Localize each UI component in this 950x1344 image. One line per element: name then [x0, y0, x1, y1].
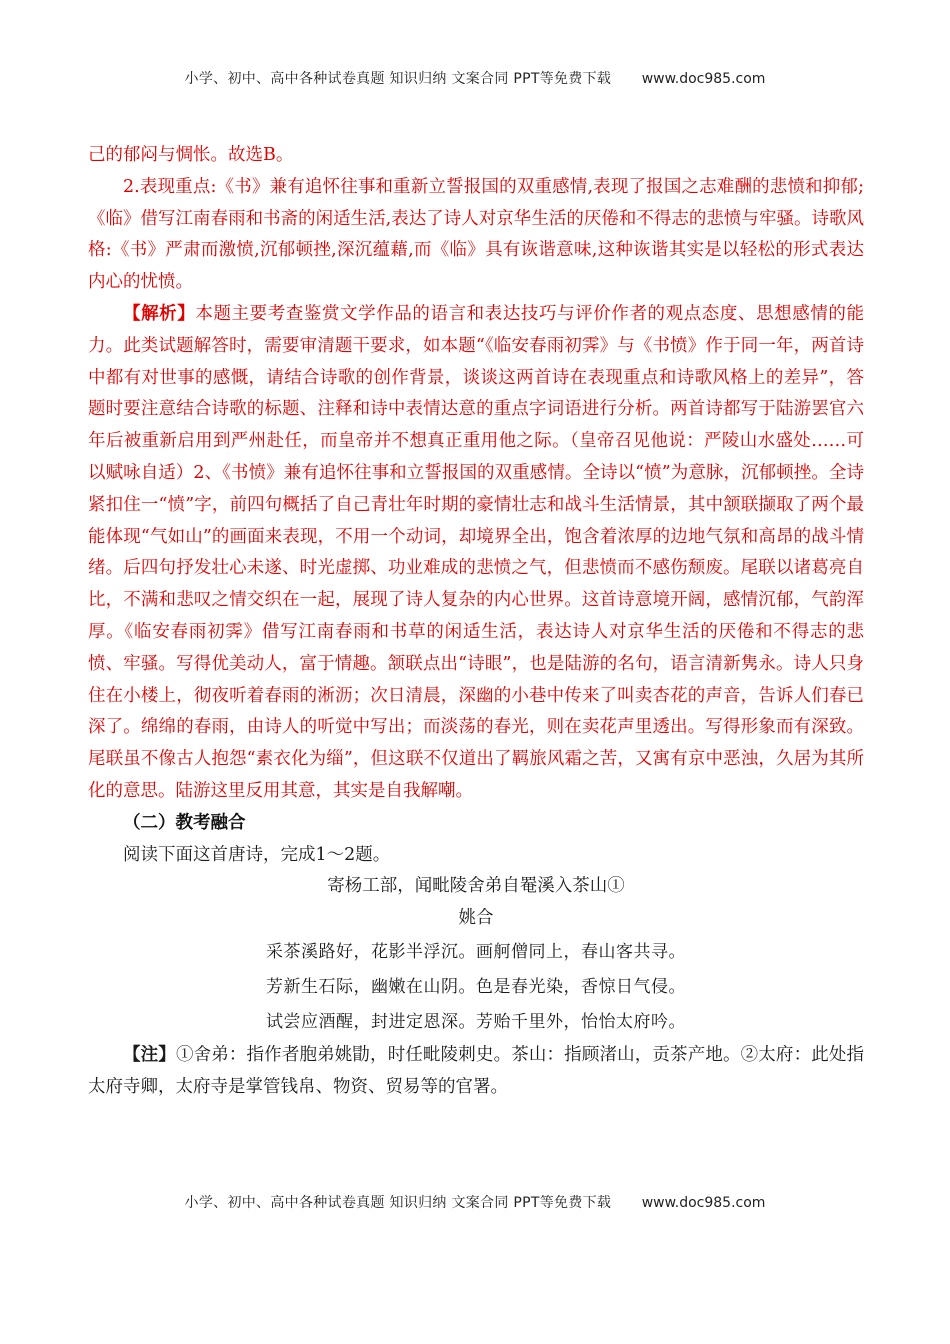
note-body: ①舍弟：指作者胞弟姚勖，时任毗陵刺史。茶山：指顾渚山，贡茶产地。②太府：此处指太府寺卿，太府寺是掌管钱帛、物资、贸易等的官署。 [88, 1044, 865, 1097]
footer-text: 小学、初中、高中各种试卷真题 知识归纳 文案合同 PPT等免费下载 [184, 1195, 612, 1211]
section-title: （二）教考融合 [123, 812, 246, 833]
note-tag: 【注】 [123, 1044, 176, 1065]
page-header [0, 68, 950, 88]
answer-line-1: 己的郁闷与惆怅。故选B。 [88, 145, 294, 165]
section-instruction: 阅读下面这首唐诗，完成1～2题。 [123, 844, 391, 865]
poem-line-3: 试尝应酒醒，封进定恩深。芳贻千里外，怡怡太府吟。 [266, 1011, 686, 1032]
analysis-paragraph [88, 299, 864, 808]
page-footer [0, 1192, 950, 1212]
footer-url[interactable]: www.doc985.com [641, 1195, 766, 1211]
header-url[interactable]: www.doc985.com [641, 71, 766, 87]
poem-line-1: 采茶溪路好，花影半浮沉。画舸僧同上，春山客共寻。 [266, 941, 686, 962]
header-text: 小学、初中、高中各种试卷真题 知识归纳 文案合同 PPT等免费下载 [184, 71, 612, 87]
answer-point-2: 2.表现重点:《书》兼有追怀往事和重新立誓报国的双重感情,表现了报国之志难酬的悲愤和抑郁;《临》借写江南春雨和书斋的闲适生活,表达了诗人对京华生活的厌倦和不得志的悲愤与牢骚。诗歌风格:《书》严肃而激愤,沉郁顿挫,深沉蕴藉,而《临》具有诙谐意味,这种诙谐其实是以轻松的形式表达内心的忧愤。 [88, 176, 864, 293]
analysis-body: 本题主要考查鉴赏文学作品的语言和表达技巧与评价作者的观点态度、思想感情的能力。此类试题解答时，需要审清题干要求，如本题“《临安春雨初霁》与《书愤》作于同一年，两首诗中都有对世事的感慨，请结合诗歌的创作背景，谈谈这两首诗在表现重点和诗歌风格上的差异”，答题时要注意结合诗歌的标题、注释和诗中表情达意的重点字词语进行分析。两首诗都写于陆游罢官六年后被重新启用到严州赴任，而皇帝并不想真正重用他之际。（皇帝召见他说：严陵山水盛处……可以赋咏自适）2、《书愤》兼有追怀往事和立誓报国的双重感情。全诗以“愤”为意脉，沉郁顿挫。全诗紧扣住一“愤”字，前四句概括了自己青壮年时期的豪情壮志和战斗生活情景，其中颔联撷取了两个最能体现“气如山”的画面来表现，不用一个动词，却境界全出，饱含着浓厚的边地气氛和高昂的战斗情绪。后四句抒发壮心未遂、时光虚掷、功业难成的悲愤之气，但悲愤而不感伤颓废。尾联以诸葛亮自比，不满和悲叹之情交织在一起，展现了诗人复杂的内心世界。这首诗意境开阔，感情沉郁，气韵浑厚。《临安春雨初霁》借写江南春雨和书草的闲适生活，表达诗人对京华生活的厌倦和不得志的悲愤、牢骚。写得优美动人，富于情趣。颔联点出“诗眼”，也是陆游的名句，语言清新隽永。诗人只身住在小楼上，彻夜听着春雨的淅沥；次日清晨，深幽的小巷中传来了叫卖杏花的声音，告诉人们春已深了。绵绵的春雨，由诗人的听觉中写出；而淡荡的春光，则在卖花声里透出。写得形象而有深致。尾联虽不像古人抱怨“素衣化为缁”，但这联不仅道出了羁旅风霜之苦，又寓有京中恶浊，久居为其所化的意思。陆游这里反用其意，其实是自我解嘲。 [88, 303, 865, 801]
poem-author: 姚合 [458, 908, 494, 929]
poem-title: 寄杨工部，闻毗陵舍弟自罨溪入茶山① [327, 876, 625, 897]
page-content [88, 140, 864, 1104]
poem-note [88, 1040, 864, 1104]
poem-line-2: 芳新生石际，幽嫩在山阴。色是春光染，香惊日气侵。 [266, 976, 686, 997]
analysis-tag: 【解析】 [123, 303, 196, 324]
